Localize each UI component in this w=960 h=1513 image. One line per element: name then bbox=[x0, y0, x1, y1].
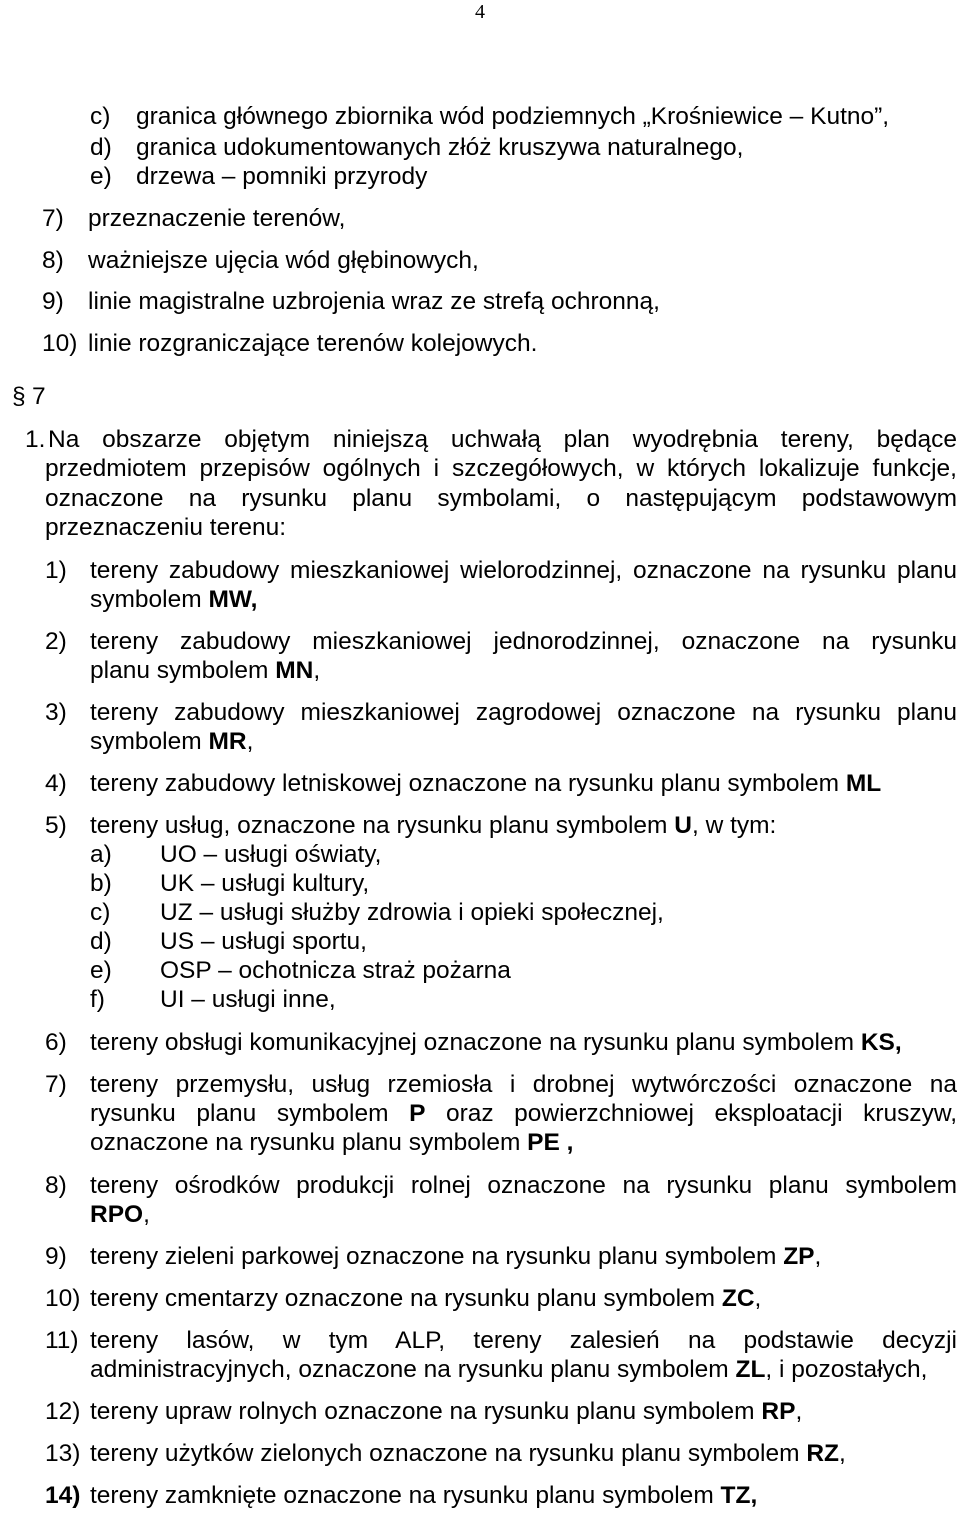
item-text: tereny lasów, w tym ALP, tereny zalesień na podstawie decyzji bbox=[90, 1327, 957, 1354]
item-text-line bbox=[90, 1397, 802, 1427]
item-text-suffix: , w tym: bbox=[691, 812, 777, 839]
section-symbol: § bbox=[12, 383, 26, 410]
item-text: drzewa – pomniki przyrody bbox=[136, 163, 428, 190]
item-marker: 8) bbox=[42, 247, 64, 274]
paragraph-line bbox=[0, 484, 960, 514]
land-use-item-7 bbox=[0, 1070, 960, 1100]
land-use-item-7-continued bbox=[0, 1128, 960, 1158]
subitem-text: OSP – ochotnicza straż pożarna bbox=[160, 957, 511, 984]
land-use-item-3 bbox=[0, 698, 960, 728]
item-marker: 3) bbox=[45, 699, 67, 726]
item-text: symbolem bbox=[90, 586, 209, 613]
land-use-item-1-continued bbox=[0, 585, 960, 615]
symbol-code: ZP bbox=[783, 1243, 815, 1270]
paragraph-text: Na obszarze objętym niniejszą uchwałą plan wyodrębnia tereny, będące bbox=[48, 426, 957, 453]
service-subitem-a bbox=[0, 840, 960, 870]
subitem-marker: e) bbox=[90, 957, 112, 984]
item-text: tereny usług, oznaczone na rysunku planu symbolem bbox=[90, 812, 675, 839]
subitem-text: UZ – usługi służby zdrowia i opieki społecznej, bbox=[160, 899, 664, 926]
item-marker: 9) bbox=[45, 1243, 67, 1270]
subitem-marker: c) bbox=[90, 899, 111, 926]
symbol-code: MN bbox=[275, 657, 314, 684]
item-text-line bbox=[90, 1128, 573, 1158]
symbol-code: U bbox=[674, 812, 692, 839]
paragraph-line bbox=[0, 513, 960, 543]
item-text-line bbox=[90, 585, 257, 615]
item-marker: 10) bbox=[45, 1285, 81, 1312]
land-use-item-6 bbox=[0, 1028, 960, 1058]
item-text: granica udokumentowanych złóż kruszywa naturalnego, bbox=[136, 134, 744, 161]
list-item-7 bbox=[0, 204, 960, 234]
subitem-marker: d) bbox=[90, 928, 112, 955]
symbol-code: RP bbox=[761, 1398, 796, 1425]
item-text: tereny użytków zielonych oznaczone na rysunku planu symbolem bbox=[90, 1440, 807, 1467]
item-text-line bbox=[90, 1439, 846, 1469]
item-marker: 1) bbox=[45, 557, 67, 584]
paragraph-marker: 1. bbox=[25, 426, 46, 453]
item-marker: 4) bbox=[45, 770, 67, 797]
item-text: tereny zieleni parkowej oznaczone na rysunku planu symbolem bbox=[90, 1243, 784, 1270]
item-text: przeznaczenie terenów, bbox=[88, 205, 346, 232]
item-text-line bbox=[90, 1028, 902, 1058]
item-text-line bbox=[90, 1242, 821, 1272]
item-marker: 8) bbox=[45, 1172, 67, 1199]
land-use-item-8-continued bbox=[0, 1200, 960, 1230]
item-text: tereny ośrodków produkcji rolnej oznaczone na rysunku planu symbolem bbox=[90, 1172, 957, 1199]
item-text-suffix: , bbox=[143, 1201, 150, 1228]
land-use-item-9 bbox=[0, 1242, 960, 1272]
item-text: rysunku planu symbolem bbox=[90, 1100, 410, 1127]
subitem-marker: b) bbox=[90, 870, 112, 897]
section-heading bbox=[0, 382, 960, 412]
item-text-suffix: , i pozostałych, bbox=[765, 1356, 928, 1383]
paragraph-text: oznaczone na rysunku planu symbolami, o następującym podstawowym bbox=[45, 485, 957, 512]
subitem-text: US – usługi sportu, bbox=[160, 928, 367, 955]
item-text-line bbox=[90, 727, 253, 757]
item-text: linie rozgraniczające terenów kolejowych. bbox=[88, 330, 538, 357]
item-marker: 6) bbox=[45, 1029, 67, 1056]
item-text-line bbox=[90, 1099, 957, 1129]
paragraph-text: przeznaczeniu terenu: bbox=[45, 514, 287, 541]
page-number: 4 bbox=[475, 1, 485, 23]
item-marker: 5) bbox=[45, 812, 67, 839]
item-text-suffix: , bbox=[814, 1243, 822, 1270]
item-marker: 7) bbox=[42, 205, 64, 232]
sublist-item-d bbox=[0, 133, 960, 163]
subitem-marker: f) bbox=[90, 986, 105, 1013]
item-text: symbolem bbox=[90, 728, 209, 755]
item-marker: 10) bbox=[42, 330, 78, 357]
land-use-item-8 bbox=[0, 1171, 960, 1201]
subitem-text: UI – usługi inne, bbox=[160, 986, 336, 1013]
item-marker: e) bbox=[90, 163, 112, 190]
symbol-code: KS, bbox=[860, 1029, 902, 1056]
item-text-line bbox=[90, 1200, 150, 1230]
land-use-item-11 bbox=[0, 1326, 960, 1356]
item-text: tereny upraw rolnych oznaczone na rysunku planu symbolem bbox=[90, 1398, 762, 1425]
item-text-line bbox=[90, 656, 320, 686]
symbol-code: MR bbox=[208, 728, 247, 755]
item-marker: 7) bbox=[45, 1071, 67, 1098]
item-text: oznaczone na rysunku planu symbolem bbox=[90, 1129, 528, 1156]
symbol-code: ML bbox=[845, 770, 882, 797]
item-text: tereny zabudowy mieszkaniowej wielorodzinnej, oznaczone na rysunku planu bbox=[90, 557, 957, 584]
item-text: ważniejsze ujęcia wód głębinowych, bbox=[88, 247, 479, 274]
item-marker: c) bbox=[90, 103, 111, 130]
item-marker: 14) bbox=[45, 1482, 81, 1509]
service-subitem-b bbox=[0, 869, 960, 899]
land-use-item-2-continued bbox=[0, 656, 960, 686]
land-use-item-12 bbox=[0, 1397, 960, 1427]
item-marker: 2) bbox=[45, 628, 67, 655]
item-text-line bbox=[90, 769, 881, 799]
land-use-item-4 bbox=[0, 769, 960, 799]
subitem-marker: a) bbox=[90, 841, 112, 868]
service-subitem-f bbox=[0, 985, 960, 1015]
service-subitem-e bbox=[0, 956, 960, 986]
item-text: tereny zabudowy letniskowej oznaczone na rysunku planu symbolem bbox=[90, 770, 846, 797]
subitem-text: UK – usługi kultury, bbox=[160, 870, 370, 897]
item-text-suffix: , bbox=[754, 1285, 762, 1312]
land-use-item-14 bbox=[0, 1481, 960, 1511]
land-use-item-7-continued bbox=[0, 1099, 960, 1129]
item-text-line bbox=[90, 1284, 761, 1314]
item-text-line bbox=[90, 1355, 927, 1385]
symbol-code: P bbox=[409, 1100, 426, 1127]
paragraph-text: przedmiotem przepisów ogólnych i szczegółowych, w których lokalizuje funkcje, bbox=[45, 455, 957, 482]
sublist-item-c bbox=[0, 102, 960, 132]
land-use-item-11-continued bbox=[0, 1355, 960, 1385]
land-use-item-3-continued bbox=[0, 727, 960, 757]
land-use-item-1 bbox=[0, 556, 960, 586]
item-marker: 12) bbox=[45, 1398, 81, 1425]
symbol-code: PE , bbox=[527, 1129, 574, 1156]
list-item-10 bbox=[0, 329, 960, 359]
land-use-item-5 bbox=[0, 811, 960, 841]
item-text: tereny zamknięte oznaczone na rysunku planu symbolem bbox=[90, 1482, 721, 1509]
item-text-suffix: , bbox=[795, 1398, 803, 1425]
item-text: linie magistralne uzbrojenia wraz ze strefą ochronną, bbox=[88, 288, 660, 315]
item-marker: 9) bbox=[42, 288, 64, 315]
item-text: tereny cmentarzy oznaczone na rysunku planu symbolem bbox=[90, 1285, 722, 1312]
list-item-8 bbox=[0, 246, 960, 276]
section-number: 7 bbox=[32, 383, 46, 410]
item-text-line bbox=[90, 1481, 757, 1511]
paragraph-line bbox=[0, 454, 960, 484]
item-text: planu symbolem bbox=[90, 657, 276, 684]
item-text-line bbox=[90, 811, 776, 841]
item-marker: d) bbox=[90, 134, 112, 161]
symbol-code: ZL bbox=[735, 1356, 766, 1383]
list-item-9 bbox=[0, 287, 960, 317]
item-text: tereny zabudowy mieszkaniowej jednorodzinnej, oznaczone na rysunku bbox=[90, 628, 957, 655]
symbol-code: ZC bbox=[721, 1285, 755, 1312]
item-text: granica głównego zbiornika wód podziemnych „Krośniewice – Kutno”, bbox=[136, 103, 890, 130]
subitem-text: UO – usługi oświaty, bbox=[160, 841, 382, 868]
paragraph-line bbox=[0, 425, 960, 455]
symbol-code: RZ bbox=[806, 1440, 839, 1467]
item-text: administracyjnych, oznaczone na rysunku planu symbolem bbox=[90, 1356, 736, 1383]
item-text-suffix: , bbox=[246, 728, 254, 755]
symbol-code: TZ, bbox=[720, 1482, 758, 1509]
item-marker: 11) bbox=[45, 1327, 79, 1354]
item-text-suffix: , bbox=[313, 657, 321, 684]
sublist-item-e bbox=[0, 162, 960, 192]
land-use-item-2 bbox=[0, 627, 960, 657]
land-use-item-10 bbox=[0, 1284, 960, 1314]
service-subitem-d bbox=[0, 927, 960, 957]
item-text: tereny zabudowy mieszkaniowej zagrodowej oznaczone na rysunku planu bbox=[90, 699, 957, 726]
land-use-item-13 bbox=[0, 1439, 960, 1469]
item-marker: 13) bbox=[45, 1440, 81, 1467]
item-text: tereny obsługi komunikacyjnej oznaczone na rysunku planu symbolem bbox=[90, 1029, 861, 1056]
item-text-suffix: , bbox=[839, 1440, 846, 1467]
item-text-suffix: oraz powierzchniowej eksploatacji kruszyw, bbox=[425, 1100, 958, 1127]
item-text: tereny przemysłu, usług rzemiosła i drobnej wytwórczości oznaczone na bbox=[90, 1071, 957, 1098]
symbol-code: MW, bbox=[208, 586, 258, 613]
symbol-code: RPO bbox=[90, 1201, 144, 1228]
service-subitem-c bbox=[0, 898, 960, 928]
